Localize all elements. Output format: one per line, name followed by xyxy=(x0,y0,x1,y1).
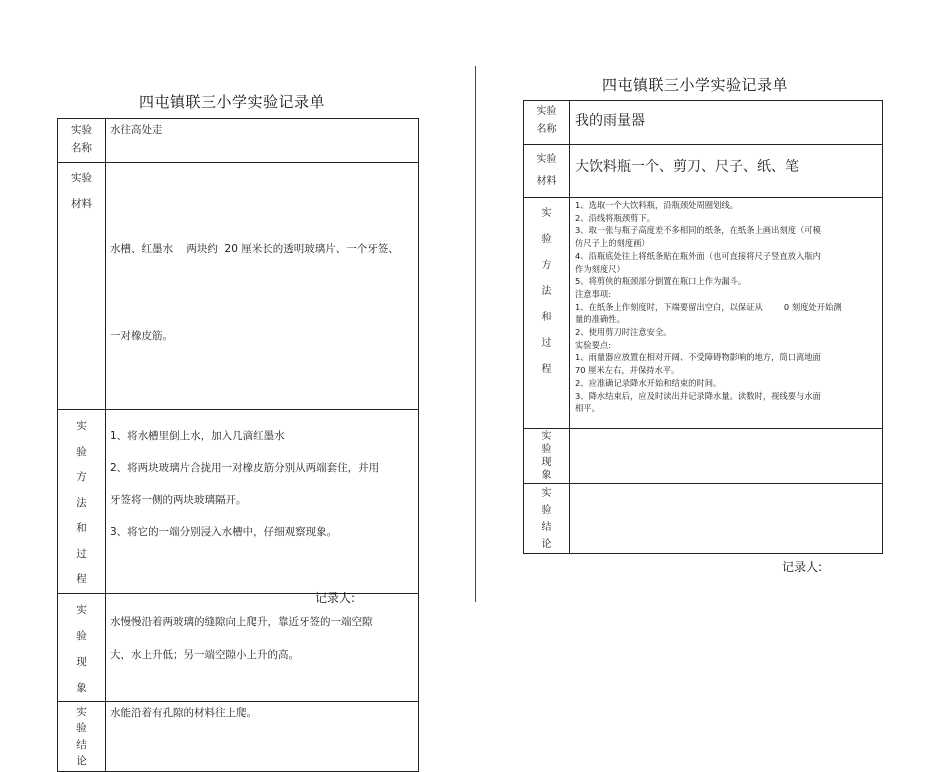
label-char: 过 xyxy=(541,338,552,349)
label-char: 论 xyxy=(76,755,87,767)
materials-line: 一对橡皮筋。 xyxy=(110,330,173,342)
right-row-conclusion xyxy=(524,484,883,554)
label-char: 方 xyxy=(541,260,552,271)
method-line: 作为刻度尺） xyxy=(575,263,625,274)
label-char: 过 xyxy=(76,547,87,560)
left-row-method xyxy=(58,410,419,594)
label-char: 验 xyxy=(541,505,552,516)
label-char: 象 xyxy=(541,470,552,481)
method-line: 1、雨量器应放置在相对开阔、不受障碍物影响的地方，筒口离地面 xyxy=(575,352,821,363)
method-line: 2、将两块玻璃片合拢用一对橡皮筋分别从两端套住，并用 xyxy=(110,462,380,474)
right-recorder-label: 记录人: xyxy=(782,560,823,574)
label-char: 验 xyxy=(76,722,87,734)
label-char: 实 xyxy=(541,208,552,219)
left-row-name xyxy=(58,119,419,163)
conclusion-line: 水能沿着有孔隙的材料往上爬。 xyxy=(110,706,257,719)
right-row-name xyxy=(524,101,883,145)
right-value-materials xyxy=(570,145,883,198)
label-char: 现 xyxy=(541,457,552,468)
label-char: 法 xyxy=(76,496,87,509)
experiment-name: 水往高处走 xyxy=(110,124,163,136)
method-line: 3、降水结束后，应及时读出并记录降水量。读数时，视线要与水面 xyxy=(575,390,821,401)
right-label-method xyxy=(524,198,570,429)
right-label-conclusion xyxy=(524,484,570,554)
method-line: 1、选取一个大饮料瓶，沿瓶颈处周圈划线。 xyxy=(575,200,738,210)
right-label-phenomenon xyxy=(524,429,570,484)
label-char: 象 xyxy=(76,681,87,694)
right-row-phenomenon xyxy=(524,429,883,484)
method-line: 仿尺子上的刻度画） xyxy=(575,238,650,249)
left-value-phenomenon xyxy=(106,593,419,701)
materials-line: 大饮料瓶一个、剪刀、尺子、纸、笔 xyxy=(575,159,799,175)
label-char: 材料 xyxy=(71,198,92,210)
label-char: 结 xyxy=(76,738,87,751)
method-line: 牙签将一侧的两块玻璃隔开。 xyxy=(110,494,247,506)
label-char: 实 xyxy=(76,603,87,616)
left-value-materials xyxy=(106,163,419,410)
right-record-table xyxy=(523,100,883,554)
materials-line: 水槽、红墨水 两块约 20 厘米长的透明玻璃片、一个牙签、 xyxy=(110,243,399,255)
label-char: 结 xyxy=(541,522,552,533)
label-char: 现 xyxy=(76,655,87,668)
label-char: 验 xyxy=(541,444,552,455)
method-line: 2、沿线将瓶颈剪下。 xyxy=(575,212,655,223)
phenomenon-line: 水慢慢沿着两玻璃的缝隙向上爬升，靠近牙签的一端空隙 xyxy=(110,615,373,628)
right-value-method xyxy=(570,198,883,429)
right-value-name xyxy=(570,101,883,145)
method-line: 70 厘米左右，并保持水平。 xyxy=(575,365,680,376)
left-value-method xyxy=(106,410,419,594)
label-char: 实验 xyxy=(536,154,557,165)
right-label-name xyxy=(524,101,570,145)
label-char: 论 xyxy=(541,539,552,550)
method-line: 2、使用剪刀时注意安全。 xyxy=(575,327,672,338)
left-row-materials xyxy=(58,163,419,410)
label-char: 实 xyxy=(76,705,87,718)
method-line: 3、将它的一端分别浸入水槽中，仔细观察现象。 xyxy=(110,526,338,538)
left-value-conclusion xyxy=(106,701,419,771)
label-char: 程 xyxy=(541,364,552,375)
method-line: 2、应准确记录降水开始和结束的时间。 xyxy=(575,377,722,388)
left-value-name xyxy=(106,119,419,163)
method-line: 3、取一张与瓶子高度差不多相同的纸条，在纸条上画出刻度（可模 xyxy=(575,225,821,236)
method-line: 1、将水槽里倒上水，加入几滴红墨水 xyxy=(110,430,285,442)
label-char: 法 xyxy=(541,286,552,297)
label-char: 实 xyxy=(76,420,87,432)
label-char: 实验 xyxy=(536,106,557,117)
label-char: 程 xyxy=(76,573,87,585)
label-char: 名称 xyxy=(536,124,557,135)
label-char: 名称 xyxy=(71,142,92,154)
label-char: 实 xyxy=(541,488,552,499)
left-label-conclusion xyxy=(58,701,106,771)
right-row-method xyxy=(524,198,883,429)
right-label-materials xyxy=(524,145,570,198)
method-line: 5、将剪侠的瓶颈部分倒置在瓶口上作为漏斗。 xyxy=(575,276,747,287)
label-char: 方 xyxy=(76,471,87,483)
label-char: 材料 xyxy=(536,176,557,187)
label-char: 验 xyxy=(76,629,87,642)
right-row-materials xyxy=(524,145,883,198)
method-line: 实验要点: xyxy=(575,339,611,350)
left-sheet-title: 四屯镇联三小学实验记录单 xyxy=(139,93,326,111)
label-char: 实验 xyxy=(71,124,92,136)
label-char: 实 xyxy=(541,431,552,442)
method-line: 相平。 xyxy=(575,403,600,414)
phenomenon-line: 大，水上升低；另一端空隙小上升的高。 xyxy=(110,648,299,661)
label-char: 和 xyxy=(76,522,87,534)
left-label-method xyxy=(58,410,106,594)
left-row-phenomenon xyxy=(58,593,419,701)
label-char: 和 xyxy=(541,312,552,323)
page-divider xyxy=(475,66,476,602)
left-row-conclusion xyxy=(58,701,419,771)
right-value-conclusion xyxy=(570,484,883,554)
experiment-name: 我的雨量器 xyxy=(575,113,645,129)
left-record-table xyxy=(57,118,419,772)
label-char: 实验 xyxy=(71,172,92,184)
left-recorder-label: 记录人: xyxy=(315,591,356,605)
method-line: 4、沿瓶底处往上将纸条贴在瓶外面（也可直接将尺子竖直放入瓶内 xyxy=(575,250,821,261)
method-line: 1、在纸条上作刻度时，下端要留出空白，以保证从 0 刻度处开始测 xyxy=(575,301,842,312)
left-label-materials xyxy=(58,163,106,410)
left-label-name xyxy=(58,119,106,163)
right-sheet-title: 四屯镇联三小学实验记录单 xyxy=(602,76,789,94)
right-value-phenomenon xyxy=(570,429,883,484)
method-line: 量的准确性。 xyxy=(575,314,625,325)
method-line: 注意事项: xyxy=(575,288,611,299)
label-char: 验 xyxy=(541,234,552,245)
left-label-phenomenon xyxy=(58,593,106,701)
label-char: 验 xyxy=(76,445,87,458)
